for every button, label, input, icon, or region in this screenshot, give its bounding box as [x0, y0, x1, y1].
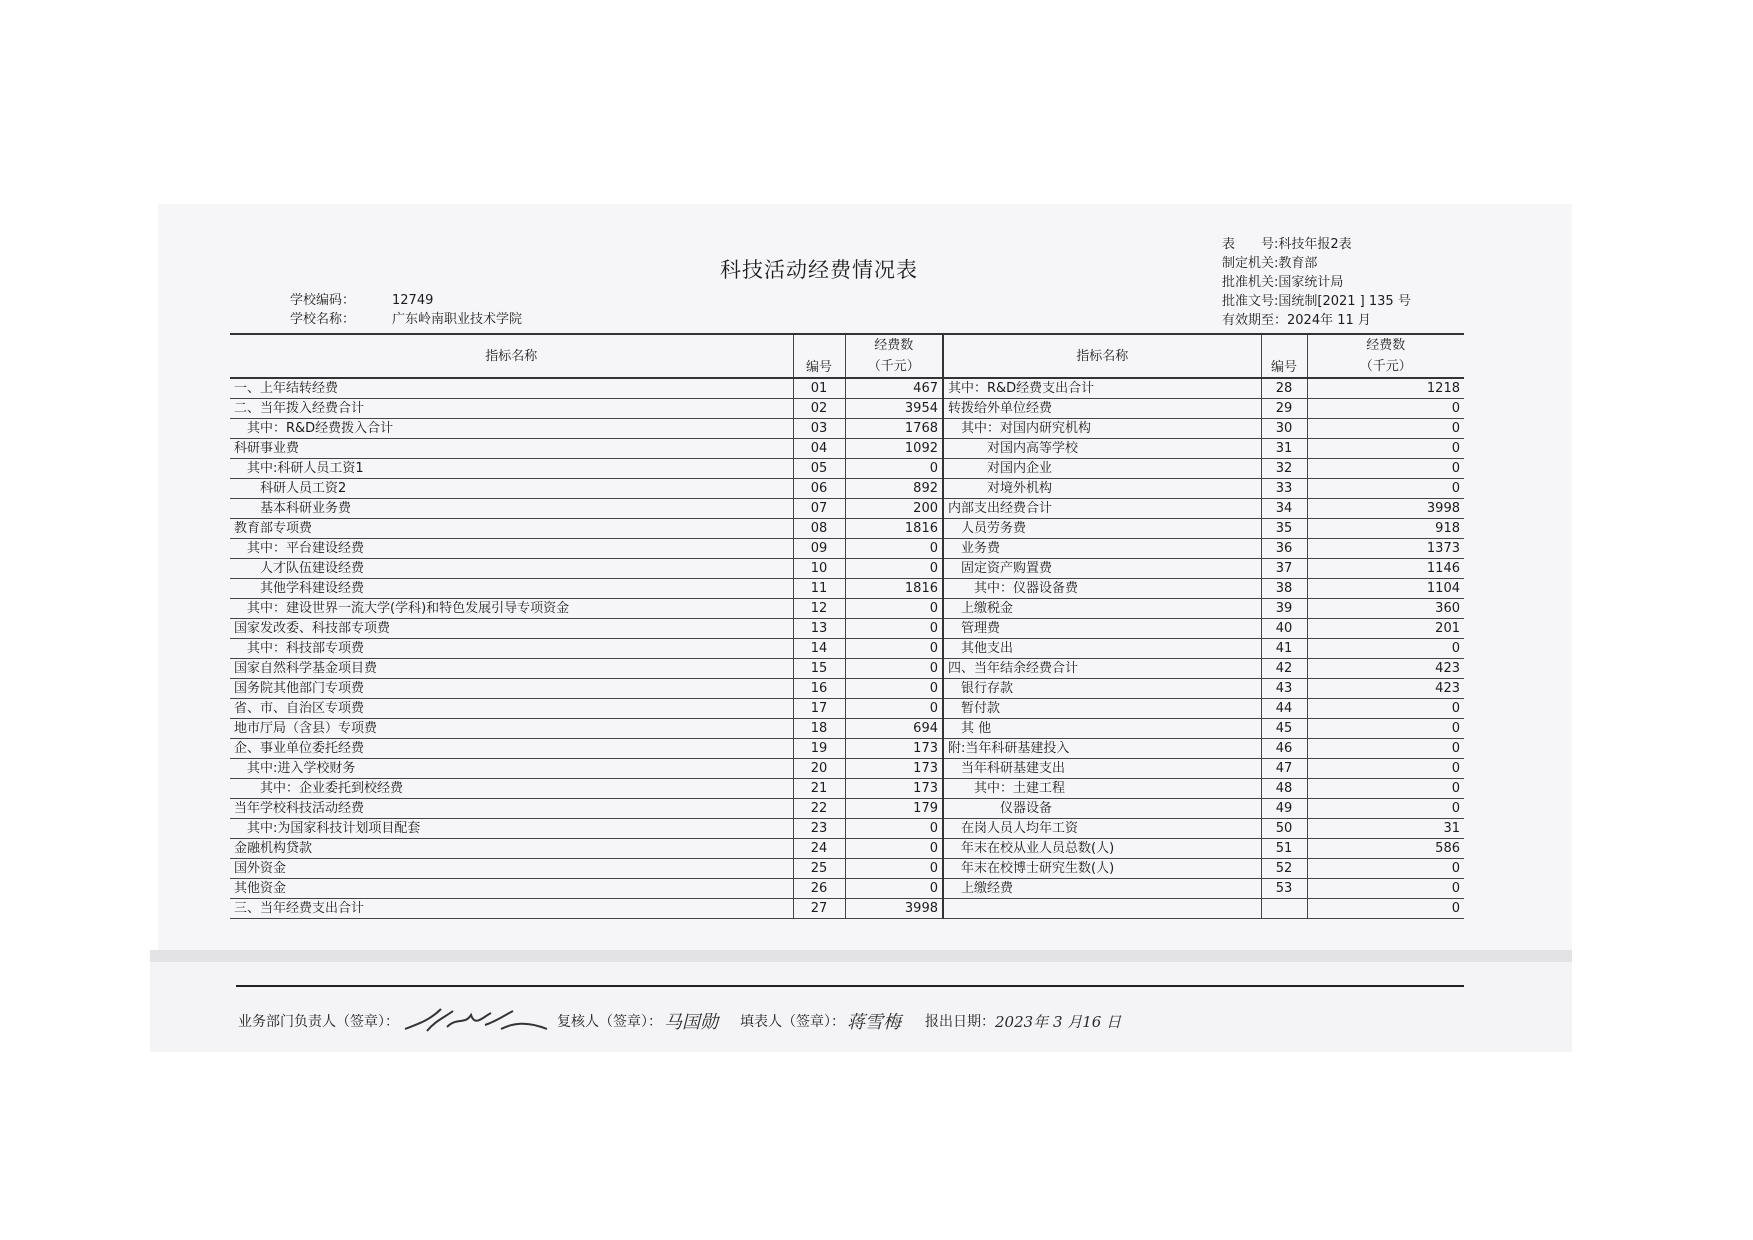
- school-name-label: 学校名称：: [290, 312, 356, 327]
- footer-divider: [236, 985, 1464, 987]
- row-code-left: 19: [793, 739, 845, 759]
- filler-signature: 蒋雪梅: [847, 1012, 901, 1033]
- row-value-right: 31: [1307, 819, 1464, 839]
- header-code-right: 编号: [1261, 334, 1307, 378]
- row-code-left: 06: [793, 479, 845, 499]
- row-indicator-name-right: 对国内企业: [943, 459, 1261, 479]
- table-row: [230, 579, 1464, 599]
- row-code-left: 04: [793, 439, 845, 459]
- table-row: [230, 779, 1464, 799]
- table-row: [230, 739, 1464, 759]
- row-code-left: 01: [793, 378, 845, 399]
- row-code-right: 49: [1261, 799, 1307, 819]
- row-value-right: 0: [1307, 779, 1464, 799]
- table-row: [230, 559, 1464, 579]
- row-code-right: 51: [1261, 839, 1307, 859]
- row-indicator-name-left: 人才队伍建设经费: [230, 559, 793, 579]
- row-code-left: 07: [793, 499, 845, 519]
- table-row: [230, 459, 1464, 479]
- row-indicator-name-right: 四、当年结余经费合计: [943, 659, 1261, 679]
- row-value-left: 0: [845, 639, 943, 659]
- row-value-left: 0: [845, 819, 943, 839]
- row-indicator-name-left: 科研事业费: [230, 439, 793, 459]
- row-value-right: 586: [1307, 839, 1464, 859]
- page-title: 科技活动经费情况表: [720, 258, 918, 282]
- reviewer-label: 复核人（签章）：: [557, 1014, 662, 1030]
- row-indicator-name-right: 年末在校从业人员总数(人): [943, 839, 1261, 859]
- row-code-right: 50: [1261, 819, 1307, 839]
- table-row: [230, 859, 1464, 879]
- row-code-left: 15: [793, 659, 845, 679]
- row-indicator-name-left: 国外资金: [230, 859, 793, 879]
- row-code-left: 14: [793, 639, 845, 659]
- row-indicator-name-right: 内部支出经费合计: [943, 499, 1261, 519]
- row-code-right: 46: [1261, 739, 1307, 759]
- row-indicator-name-right: 对国内高等学校: [943, 439, 1261, 459]
- table-row: [230, 759, 1464, 779]
- row-indicator-name-left: 地市厅局（含县）专项费: [230, 719, 793, 739]
- table-row: [230, 699, 1464, 719]
- row-code-right: 40: [1261, 619, 1307, 639]
- row-indicator-name-right: 其中：土建工程: [943, 779, 1261, 799]
- row-indicator-name-left: 一、上年结转经费: [230, 378, 793, 399]
- table-row: [230, 819, 1464, 839]
- row-indicator-name-right: 对境外机构: [943, 479, 1261, 499]
- row-code-right: 31: [1261, 439, 1307, 459]
- row-value-right: 0: [1307, 739, 1464, 759]
- row-value-right: 0: [1307, 899, 1464, 919]
- row-indicator-name-right: [943, 899, 1261, 919]
- row-value-right: 0: [1307, 419, 1464, 439]
- row-value-left: 0: [845, 659, 943, 679]
- row-value-right: 0: [1307, 719, 1464, 739]
- row-value-right: 1146: [1307, 559, 1464, 579]
- row-indicator-name-left: 其中：科技部专项费: [230, 639, 793, 659]
- header-unit-left: （千元）: [845, 356, 943, 378]
- table-row: [230, 539, 1464, 559]
- report-date: 2023年 3 月16 日: [995, 1012, 1122, 1031]
- row-value-left: 1816: [845, 519, 943, 539]
- row-indicator-name-right: 其中：仪器设备费: [943, 579, 1261, 599]
- row-code-right: 42: [1261, 659, 1307, 679]
- form-number: 表 号:科技年报2表: [1222, 237, 1352, 252]
- header-name-right: 指标名称: [943, 334, 1261, 378]
- row-value-left: 694: [845, 719, 943, 739]
- table-row: [230, 679, 1464, 699]
- table-row: [230, 899, 1464, 919]
- header-value-right: 经费数: [1307, 334, 1464, 356]
- row-code-left: 03: [793, 419, 845, 439]
- approving-authority: 批准机关:国家统计局: [1222, 275, 1344, 290]
- row-code-right: 33: [1261, 479, 1307, 499]
- row-indicator-name-left: 国家发改委、科技部专项费: [230, 619, 793, 639]
- row-indicator-name-left: 其中：R&D经费拨入合计: [230, 419, 793, 439]
- dept-head-label: 业务部门负责人（签章）：: [238, 1014, 399, 1030]
- row-value-right: 0: [1307, 439, 1464, 459]
- row-indicator-name-left: 其中:科研人员工资1: [230, 459, 793, 479]
- row-indicator-name-left: 国务院其他部门专项费: [230, 679, 793, 699]
- approval-number: 批准文号:国统制[2021 ] 135 号: [1222, 294, 1411, 309]
- row-indicator-name-left: 其中:进入学校财务: [230, 759, 793, 779]
- scan-divider: [150, 950, 1572, 962]
- table-row: [230, 439, 1464, 459]
- row-value-left: 0: [845, 539, 943, 559]
- row-value-left: 0: [845, 839, 943, 859]
- table-row: [230, 799, 1464, 819]
- filler-label: 填表人（签章）：: [740, 1014, 845, 1030]
- signature-footer: [238, 1001, 1121, 1041]
- row-indicator-name-right: 其中：R&D经费支出合计: [943, 378, 1261, 399]
- funding-table: [230, 333, 1464, 919]
- row-code-right: 36: [1261, 539, 1307, 559]
- row-value-left: 0: [845, 879, 943, 899]
- row-code-right: 34: [1261, 499, 1307, 519]
- row-value-left: 0: [845, 599, 943, 619]
- row-code-left: 10: [793, 559, 845, 579]
- row-indicator-name-left: 三、当年经费支出合计: [230, 899, 793, 919]
- row-value-left: 173: [845, 779, 943, 799]
- row-indicator-name-right: 暂付款: [943, 699, 1261, 719]
- row-code-right: 53: [1261, 879, 1307, 899]
- header-name-left: 指标名称: [230, 334, 793, 378]
- row-value-right: 918: [1307, 519, 1464, 539]
- row-indicator-name-left: 金融机构贷款: [230, 839, 793, 859]
- table-row: [230, 879, 1464, 899]
- row-value-left: 179: [845, 799, 943, 819]
- table-row: [230, 499, 1464, 519]
- row-value-left: 0: [845, 459, 943, 479]
- row-value-left: 1816: [845, 579, 943, 599]
- row-indicator-name-right: 年末在校博士研究生数(人): [943, 859, 1261, 879]
- row-code-left: 18: [793, 719, 845, 739]
- form-info: [1222, 235, 1411, 330]
- row-value-right: 0: [1307, 399, 1464, 419]
- row-value-left: 200: [845, 499, 943, 519]
- row-value-right: 423: [1307, 679, 1464, 699]
- table-row: [230, 519, 1464, 539]
- row-code-left: 02: [793, 399, 845, 419]
- row-indicator-name-right: 上缴税金: [943, 599, 1261, 619]
- row-indicator-name-right: 在岗人员人均年工资: [943, 819, 1261, 839]
- row-value-left: 892: [845, 479, 943, 499]
- row-value-left: 0: [845, 679, 943, 699]
- row-value-right: 0: [1307, 799, 1464, 819]
- table-row: [230, 639, 1464, 659]
- row-code-left: 11: [793, 579, 845, 599]
- row-code-right: 41: [1261, 639, 1307, 659]
- row-code-left: 16: [793, 679, 845, 699]
- row-value-right: 201: [1307, 619, 1464, 639]
- row-code-left: 22: [793, 799, 845, 819]
- row-indicator-name-left: 当年学校科技活动经费: [230, 799, 793, 819]
- row-indicator-name-left: 企、事业单位委托经费: [230, 739, 793, 759]
- row-code-left: 08: [793, 519, 845, 539]
- row-value-right: 360: [1307, 599, 1464, 619]
- row-indicator-name-left: 科研人员工资2: [230, 479, 793, 499]
- row-code-left: 09: [793, 539, 845, 559]
- row-code-left: 27: [793, 899, 845, 919]
- table-row: [230, 659, 1464, 679]
- row-code-right: 48: [1261, 779, 1307, 799]
- row-code-left: 26: [793, 879, 845, 899]
- row-value-right: 0: [1307, 479, 1464, 499]
- row-code-right: 30: [1261, 419, 1307, 439]
- row-indicator-name-left: 其中：平台建设经费: [230, 539, 793, 559]
- row-code-left: 21: [793, 779, 845, 799]
- valid-until: 有效期至：2024年 11 月: [1222, 313, 1371, 328]
- row-indicator-name-right: 业务费: [943, 539, 1261, 559]
- row-code-right: 47: [1261, 759, 1307, 779]
- school-info: [290, 291, 522, 329]
- row-code-right: 37: [1261, 559, 1307, 579]
- row-indicator-name-right: 其他支出: [943, 639, 1261, 659]
- row-code-right: 38: [1261, 579, 1307, 599]
- table-row: [230, 399, 1464, 419]
- row-code-left: 20: [793, 759, 845, 779]
- row-value-right: 0: [1307, 699, 1464, 719]
- row-indicator-name-right: 管理费: [943, 619, 1261, 639]
- report-date-label: 报出日期：: [925, 1014, 995, 1030]
- table-row: [230, 719, 1464, 739]
- dept-head-signature-image: [401, 1003, 551, 1039]
- header-value-left: 经费数: [845, 334, 943, 356]
- row-value-left: 0: [845, 559, 943, 579]
- row-code-right: 45: [1261, 719, 1307, 739]
- row-value-right: 0: [1307, 639, 1464, 659]
- row-value-left: 3998: [845, 899, 943, 919]
- row-value-left: 1768: [845, 419, 943, 439]
- row-indicator-name-right: 人员劳务费: [943, 519, 1261, 539]
- row-indicator-name-left: 其中：建设世界一流大学(学科)和特色发展引导专项资金: [230, 599, 793, 619]
- row-code-right: 44: [1261, 699, 1307, 719]
- row-code-left: 13: [793, 619, 845, 639]
- row-indicator-name-left: 其他学科建设经费: [230, 579, 793, 599]
- school-name: 广东岭南职业技术学院: [392, 312, 523, 327]
- row-value-right: 1104: [1307, 579, 1464, 599]
- table-row: [230, 419, 1464, 439]
- row-indicator-name-right: 附:当年科研基建投入: [943, 739, 1261, 759]
- row-indicator-name-left: 其他资金: [230, 879, 793, 899]
- row-value-left: 1092: [845, 439, 943, 459]
- row-indicator-name-right: 当年科研基建支出: [943, 759, 1261, 779]
- row-code-left: 23: [793, 819, 845, 839]
- row-code-left: 12: [793, 599, 845, 619]
- row-code-left: 05: [793, 459, 845, 479]
- row-value-left: 0: [845, 619, 943, 639]
- row-value-left: 173: [845, 759, 943, 779]
- row-indicator-name-right: 其 他: [943, 719, 1261, 739]
- table-row: [230, 378, 1464, 399]
- row-value-left: 0: [845, 859, 943, 879]
- row-value-left: 0: [845, 699, 943, 719]
- row-indicator-name-left: 其中：企业委托到校经费: [230, 779, 793, 799]
- row-indicator-name-right: 其中：对国内研究机构: [943, 419, 1261, 439]
- row-code-right: 52: [1261, 859, 1307, 879]
- row-value-right: 1218: [1307, 378, 1464, 399]
- row-value-right: 0: [1307, 859, 1464, 879]
- issuing-authority: 制定机关:教育部: [1222, 256, 1318, 271]
- table-row: [230, 479, 1464, 499]
- reviewer-signature: 马国勋: [664, 1012, 718, 1033]
- row-code-right: [1261, 899, 1307, 919]
- school-code-label: 学校编码：: [290, 293, 356, 308]
- row-indicator-name-left: 国家自然科学基金项目费: [230, 659, 793, 679]
- row-value-right: 3998: [1307, 499, 1464, 519]
- row-indicator-name-right: 固定资产购置费: [943, 559, 1261, 579]
- row-indicator-name-left: 基本科研业务费: [230, 499, 793, 519]
- header-code-left: 编号: [793, 334, 845, 378]
- row-value-left: 467: [845, 378, 943, 399]
- row-code-right: 39: [1261, 599, 1307, 619]
- row-code-left: 17: [793, 699, 845, 719]
- row-indicator-name-left: 省、市、自治区专项费: [230, 699, 793, 719]
- school-code: 12749: [392, 293, 434, 308]
- row-indicator-name-right: 上缴经费: [943, 879, 1261, 899]
- row-value-right: 0: [1307, 759, 1464, 779]
- row-indicator-name-left: 二、当年拨入经费合计: [230, 399, 793, 419]
- row-indicator-name-left: 其中:为国家科技计划项目配套: [230, 819, 793, 839]
- row-code-right: 43: [1261, 679, 1307, 699]
- table-row: [230, 619, 1464, 639]
- row-code-right: 35: [1261, 519, 1307, 539]
- row-value-left: 173: [845, 739, 943, 759]
- row-code-right: 29: [1261, 399, 1307, 419]
- row-value-right: 1373: [1307, 539, 1464, 559]
- row-indicator-name-left: 教育部专项费: [230, 519, 793, 539]
- row-indicator-name-right: 转拨给外单位经费: [943, 399, 1261, 419]
- row-value-right: 0: [1307, 459, 1464, 479]
- table-row: [230, 599, 1464, 619]
- row-indicator-name-right: 银行存款: [943, 679, 1261, 699]
- row-value-left: 3954: [845, 399, 943, 419]
- row-code-left: 25: [793, 859, 845, 879]
- row-value-right: 0: [1307, 879, 1464, 899]
- header-unit-right: （千元）: [1307, 356, 1464, 378]
- row-value-right: 423: [1307, 659, 1464, 679]
- row-indicator-name-right: 仪器设备: [943, 799, 1261, 819]
- row-code-right: 28: [1261, 378, 1307, 399]
- table-row: [230, 839, 1464, 859]
- row-code-left: 24: [793, 839, 845, 859]
- row-code-right: 32: [1261, 459, 1307, 479]
